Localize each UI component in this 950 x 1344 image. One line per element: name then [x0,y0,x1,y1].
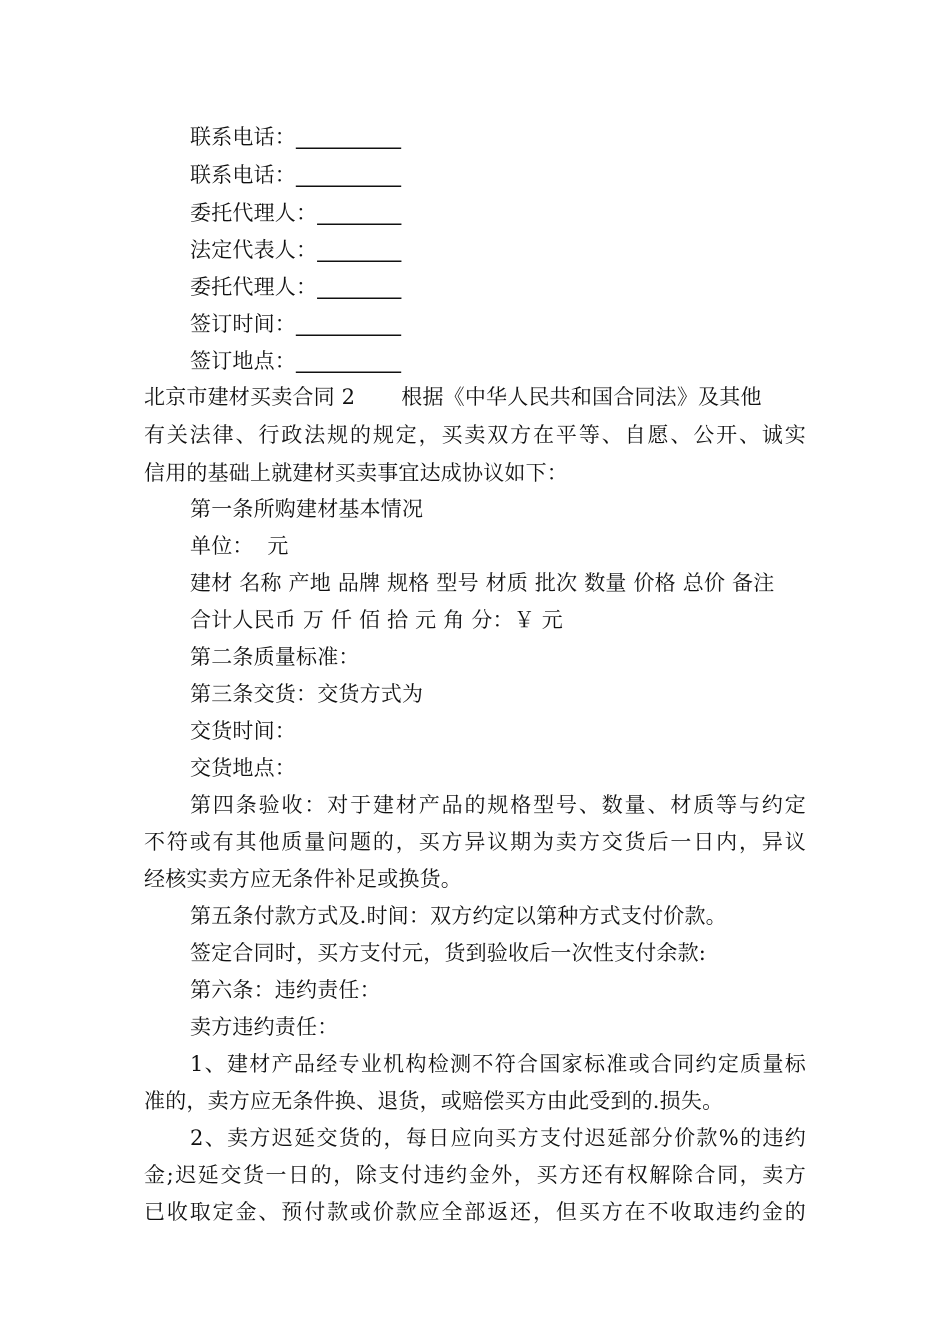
article-2-quality: 第二条质量标准： [190,645,360,669]
unit-line: 单位： 元 [190,534,289,558]
intro-line-3: 信用的基础上就建材买卖事宜达成协议如下： [144,461,568,485]
article-3-delivery: 第三条交货：交货方式为 [190,682,424,706]
field-label: 签订时间： [190,312,296,336]
article-6-liability: 第六条：违约责任： [190,978,381,1002]
clause-1-text: 1、建材产品经专业机构检测不符合国家标准或合同约定质量标 [190,1052,806,1076]
field-label: 委托代理人： [190,275,318,299]
intro-line-2 [0,420,950,450]
field-label: 联系电话： [190,125,296,149]
fill-in-blank: ________ [317,275,402,299]
material-table-header: 建材 名称 产地 品牌 规格 型号 材质 批次 数量 价格 总价 备注 [190,571,775,595]
clause-2-line-3 [0,1197,950,1227]
intro-line-1: 根据《中华人民共和国合同法》及其他 [401,385,762,409]
contract-title: 北京市建材买卖合同 2 [144,385,356,409]
intro-text: 有关法律、行政法规的规定，买卖双方在平等、自愿、公开、诚实 [144,423,806,447]
fill-in-blank: ________ [317,238,402,262]
contract-title-line [0,382,950,412]
delivery-place-line: 交货地点： [190,756,296,780]
article-4-text: 不符或有其他质量问题的，买方异议期为卖方交货后一日内，异议 [144,830,806,854]
article-4-line-1 [0,790,950,820]
field-label: 法定代表人： [190,238,318,262]
contact-phone-line-1 [0,122,950,152]
fill-in-blank: __________ [296,163,401,187]
clause-2-text: 已收取定金、预付款或价款应全部返还，但买方在不收取违约金的 [144,1200,806,1224]
article-1-title: 第一条所购建材基本情况 [190,497,424,521]
article-4-text: 第四条验收：对于建材产品的规格型号、数量、材质等与约定 [190,793,806,817]
field-label: 委托代理人： [190,201,318,225]
clause-1-line-2: 准的，卖方应无条件换、退货，或赔偿买方由此受到的.损失。 [144,1089,724,1113]
fill-in-blank: __________ [296,349,401,373]
seller-liability-heading: 卖方违约责任： [190,1015,339,1039]
signing-place-line [0,346,950,376]
legal-rep-line [0,235,950,265]
contact-phone-line-2 [0,160,950,190]
clause-2-line-1 [0,1123,950,1153]
payment-terms-line: 签定合同时，买方支付元，货到验收后一次性支付余款: [190,941,707,965]
clause-2-text: 2、卖方迟延交货的，每日应向买方支付迟延部分价款%的违约 [190,1126,806,1150]
signing-time-line [0,309,950,339]
fill-in-blank: ________ [317,201,402,225]
clause-1-line-1 [0,1049,950,1079]
total-amount-line: 合计人民币 万 仟 佰 拾 元 角 分：￥ 元 [190,608,564,632]
fill-in-blank: __________ [296,125,401,149]
agent-line-1 [0,198,950,228]
field-label: 签订地点： [190,349,296,373]
agent-line-2 [0,272,950,302]
article-4-line-2 [0,827,950,857]
article-5-payment: 第五条付款方式及.时间：双方约定以第种方式支付价款。 [190,904,727,928]
delivery-time-line: 交货时间： [190,719,296,743]
clause-2-line-2 [0,1160,950,1190]
fill-in-blank: __________ [296,312,401,336]
field-label: 联系电话： [190,163,296,187]
clause-2-text: 金;迟延交货一日的，除支付违约金外，买方还有权解除合同，卖方 [144,1163,806,1187]
article-4-line-3: 经核实卖方应无条件补足或换货。 [144,867,462,891]
